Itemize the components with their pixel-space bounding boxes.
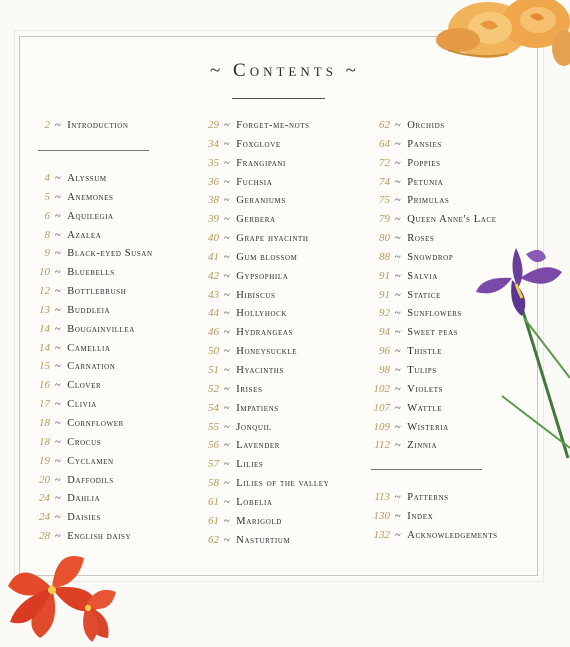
- page-number: 54: [208, 401, 219, 414]
- tilde-separator: ~: [55, 210, 62, 222]
- entry-label: Hollyhock: [236, 308, 288, 320]
- toc-entry-daisies[interactable]: [34, 508, 153, 527]
- page-number: 34: [208, 137, 219, 150]
- entry-label: Thistle: [407, 346, 443, 358]
- tilde-separator: ~: [55, 455, 62, 467]
- toc-entry-bougainvillea[interactable]: [34, 320, 153, 339]
- entry-label: Carnation: [67, 361, 116, 373]
- entry-label: Camellia: [67, 342, 111, 354]
- toc-entry-honeysuckle[interactable]: [203, 342, 329, 361]
- page-number: 18: [39, 416, 50, 429]
- tilde-separator: ~: [224, 138, 231, 150]
- page-number: 112: [374, 439, 390, 452]
- tilde-separator: ~: [395, 364, 402, 376]
- tilde-separator: ~: [224, 459, 231, 471]
- tilde-separator: ~: [395, 214, 402, 226]
- tilde-separator: ~: [395, 421, 402, 433]
- page-number: 50: [208, 345, 219, 358]
- tilde-separator: ~: [395, 120, 402, 131]
- entry-label: Patterns: [407, 492, 449, 503]
- toc-entry-fuchsia[interactable]: [203, 173, 329, 192]
- tilde-separator: ~: [224, 327, 231, 339]
- tilde-separator: ~: [224, 270, 231, 282]
- toc-entry-camellia[interactable]: [34, 339, 153, 358]
- entry-label: Primulas: [407, 195, 450, 207]
- entry-label: Hibiscus: [236, 289, 276, 301]
- toc-entry-gypsophila[interactable]: [203, 267, 329, 286]
- page-title: ~ Contents ~: [210, 60, 360, 81]
- tilde-separator: ~: [395, 270, 402, 282]
- toc-entry-english-daisy[interactable]: [34, 527, 153, 546]
- entry-label: Acknowledgements: [407, 529, 498, 541]
- page-number: 57: [208, 458, 219, 471]
- toc-entry-orchids[interactable]: [370, 116, 497, 135]
- entry-label: Buddleia: [67, 304, 111, 316]
- entry-label: Index: [407, 510, 434, 522]
- entry-label: Anemones: [67, 191, 114, 203]
- toc-entry-dahlia[interactable]: [34, 489, 153, 508]
- entry-label: Clivia: [67, 399, 97, 411]
- toc-entry-bottlebrush[interactable]: [34, 282, 153, 301]
- entry-label: Frangipani: [236, 157, 286, 169]
- entry-label: Cornflower: [67, 417, 124, 429]
- page-number: 42: [208, 269, 219, 282]
- toc-entry-gerbera[interactable]: [203, 210, 329, 229]
- entry-label: Lilies: [236, 459, 264, 471]
- tilde-separator: ~: [224, 346, 231, 358]
- tilde-separator: ~: [224, 176, 231, 188]
- entry-label: Irises: [236, 383, 263, 395]
- tilde-separator: ~: [224, 534, 231, 546]
- page-number: 36: [208, 175, 219, 188]
- page-number: 9: [44, 247, 50, 260]
- page-number: 72: [379, 156, 390, 169]
- page-number: 109: [373, 420, 390, 433]
- entry-label: Daffodils: [67, 474, 114, 486]
- toc-entry-petunia[interactable]: [370, 173, 497, 192]
- toc-entry-lobelia[interactable]: [203, 493, 329, 512]
- toc-entry-gum-blossom[interactable]: [203, 248, 329, 267]
- toc-entry-impatiens[interactable]: [203, 399, 329, 418]
- tilde-separator: ~: [224, 308, 231, 320]
- toc-entry-forget-me-nots[interactable]: [203, 116, 329, 135]
- toc-entry-clover[interactable]: [34, 376, 153, 395]
- entry-label: Honeysuckle: [236, 346, 298, 358]
- entry-label: Gum blossom: [236, 251, 298, 263]
- tilde-separator: ~: [395, 233, 402, 245]
- page-number: 40: [208, 232, 219, 245]
- tilde-separator: ~: [55, 531, 62, 543]
- entry-label: Snowdrop: [407, 251, 454, 263]
- tilde-separator: ~: [224, 478, 231, 490]
- tilde-separator: ~: [55, 120, 62, 131]
- toc-entry-buddleia[interactable]: [34, 301, 153, 320]
- entry-label: Crocus: [67, 436, 102, 448]
- toc-entry-aquilegia[interactable]: [34, 207, 153, 226]
- toc-entry-cornflower[interactable]: [34, 414, 153, 433]
- tilde-separator: ~: [55, 399, 62, 411]
- entry-label: Azalea: [67, 229, 102, 241]
- tilde-separator: ~: [395, 251, 402, 263]
- section-rule-1: [38, 150, 149, 151]
- page-number: 79: [379, 213, 390, 226]
- tilde-separator: ~: [224, 289, 231, 301]
- page-number: 14: [39, 341, 50, 354]
- tilde-separator: ~: [395, 289, 402, 301]
- page-number: 15: [39, 360, 50, 373]
- tilde-separator: ~: [55, 417, 62, 429]
- tilde-separator: ~: [224, 214, 231, 226]
- entry-label: Sweet peas: [407, 327, 459, 339]
- page-number: 24: [39, 511, 50, 524]
- toc-entry-black-eyed-susan[interactable]: [34, 244, 153, 263]
- page-number: 96: [379, 345, 390, 358]
- page-number: 107: [373, 401, 390, 414]
- tilde-separator: ~: [395, 176, 402, 188]
- toc-entry-hibiscus[interactable]: [203, 286, 329, 305]
- section-rule-3: [371, 469, 482, 470]
- tilde-separator: ~: [395, 492, 402, 503]
- tilde-separator: ~: [224, 157, 231, 169]
- page-number: 61: [208, 514, 219, 527]
- entry-label: Grape hyacinth: [236, 233, 309, 245]
- entry-label: English daisy: [67, 531, 132, 543]
- page-number: 58: [208, 477, 219, 490]
- page-number: 35: [208, 156, 219, 169]
- tilde-separator: ~: [395, 383, 402, 395]
- entry-label: Salvia: [407, 270, 438, 282]
- entry-label: Pansies: [407, 138, 442, 150]
- entry-label: Bottlebrush: [67, 286, 127, 298]
- page-number: 91: [379, 288, 390, 301]
- tilde-separator: ~: [395, 402, 402, 414]
- toc-entry-queen-anne-s-lace[interactable]: [370, 210, 497, 229]
- toc-entry-azalea[interactable]: [34, 226, 153, 245]
- toc-entry-hydrangeas[interactable]: [203, 323, 329, 342]
- toc-entry-grape-hyacinth[interactable]: [203, 229, 329, 248]
- toc-entry-daffodils[interactable]: [34, 471, 153, 490]
- tilde-separator: ~: [55, 342, 62, 354]
- entry-label: Daisies: [67, 512, 101, 524]
- entry-label: Foxglove: [236, 138, 281, 150]
- page-number: 130: [373, 509, 390, 522]
- entry-label: Alyssum: [67, 173, 107, 184]
- page-number: 38: [208, 194, 219, 207]
- toc-entry-lilies[interactable]: [203, 455, 329, 474]
- tilde-separator: ~: [224, 421, 231, 433]
- tilde-separator: ~: [395, 440, 402, 452]
- entry-label: Bluebells: [67, 267, 115, 279]
- page-number: 5: [44, 190, 50, 203]
- page-number: 28: [39, 530, 50, 543]
- tilde-separator: ~: [224, 251, 231, 263]
- toc-entry-crocus[interactable]: [34, 433, 153, 452]
- toc-entry-foxglove[interactable]: [203, 135, 329, 154]
- tilde-separator: ~: [55, 267, 62, 279]
- tilde-separator: ~: [55, 191, 62, 203]
- tilde-separator: ~: [55, 380, 62, 392]
- entry-label: Hydrangeas: [236, 327, 294, 339]
- toc-entry-cyclamen[interactable]: [34, 452, 153, 471]
- page-number: 62: [208, 533, 219, 546]
- page-number: 80: [379, 232, 390, 245]
- page-number: 92: [379, 307, 390, 320]
- iris-image: [476, 238, 570, 478]
- toc-entry-primulas[interactable]: [370, 191, 497, 210]
- page-number: 39: [208, 213, 219, 226]
- entry-label: Nasturtium: [236, 534, 291, 546]
- page-number: 74: [379, 175, 390, 188]
- entry-label: Clover: [67, 380, 102, 392]
- entry-label: Geraniums: [236, 195, 286, 207]
- tilde-separator: ~: [55, 248, 62, 260]
- page-number: 43: [208, 288, 219, 301]
- tilde-separator: ~: [55, 361, 62, 373]
- tilde-separator: ~: [55, 474, 62, 486]
- tilde-separator: ~: [395, 327, 402, 339]
- toc-entry-geraniums[interactable]: [203, 191, 329, 210]
- contents-column-1-list: [34, 169, 153, 546]
- toc-entry-introduction[interactable]: [34, 116, 129, 135]
- entry-label: Orchids: [407, 120, 445, 131]
- toc-entry-lavender[interactable]: [203, 436, 329, 455]
- page-number: 62: [379, 119, 390, 131]
- page-number: 16: [39, 379, 50, 392]
- toc-entry-patterns[interactable]: [370, 488, 498, 507]
- page-number: 52: [208, 382, 219, 395]
- entry-label: Petunia: [407, 176, 444, 188]
- page-number: 91: [379, 269, 390, 282]
- tilde-separator: ~: [224, 233, 231, 245]
- page-number: 2: [44, 119, 50, 131]
- tilde-separator: ~: [224, 515, 231, 527]
- entry-label: Lavender: [236, 440, 281, 452]
- title-underline: [232, 98, 325, 99]
- toc-entry-index[interactable]: [370, 507, 498, 526]
- page-number: 98: [379, 363, 390, 376]
- page-number: 88: [379, 250, 390, 263]
- page-number: 10: [39, 266, 50, 279]
- toc-entry-nasturtium[interactable]: [203, 531, 329, 550]
- page-number: 4: [44, 172, 50, 184]
- roses-image: [428, 0, 570, 72]
- page-number: 46: [208, 326, 219, 339]
- entry-label: Introduction: [67, 120, 129, 131]
- toc-entry-frangipani[interactable]: [203, 154, 329, 173]
- tilde-separator: ~: [55, 286, 62, 298]
- page-number: 14: [39, 322, 50, 335]
- page-number: 20: [39, 473, 50, 486]
- tilde-separator: ~: [224, 120, 231, 131]
- page-number: 8: [44, 228, 50, 241]
- tilde-separator: ~: [395, 346, 402, 358]
- tilde-separator: ~: [395, 510, 402, 522]
- tilde-separator: ~: [395, 157, 402, 169]
- page-number: 24: [39, 492, 50, 505]
- tilde-separator: ~: [55, 323, 62, 335]
- toc-entry-lilies-of-the-valley[interactable]: [203, 474, 329, 493]
- page-number: 17: [39, 398, 50, 411]
- tilde-separator: ~: [224, 364, 231, 376]
- entry-label: Lilies of the valley: [236, 478, 330, 490]
- toc-entry-marigold[interactable]: [203, 512, 329, 531]
- tilde-separator: ~: [55, 512, 62, 524]
- page-number: 132: [373, 528, 390, 541]
- toc-entry-clivia[interactable]: [34, 395, 153, 414]
- page-number: 56: [208, 439, 219, 452]
- page-number: 13: [39, 303, 50, 316]
- entry-label: Zinnia: [407, 440, 438, 452]
- toc-entry-hyacinths[interactable]: [203, 361, 329, 380]
- page-number: 6: [44, 209, 50, 222]
- entry-label: Cyclamen: [67, 455, 114, 467]
- page-number: 41: [208, 250, 219, 263]
- toc-entry-bluebells[interactable]: [34, 263, 153, 282]
- entry-label: Marigold: [236, 515, 282, 527]
- page-number: 55: [208, 420, 219, 433]
- entry-label: Forget-me-nots: [236, 120, 310, 131]
- page-number: 51: [208, 363, 219, 376]
- toc-entry-jonquil[interactable]: [203, 418, 329, 437]
- entry-label: Poppies: [407, 157, 441, 169]
- page-number: 12: [39, 285, 50, 298]
- tilde-separator: ~: [55, 173, 62, 184]
- entry-label: Lobelia: [236, 496, 273, 508]
- tilde-separator: ~: [224, 496, 231, 508]
- contents-column-3-end: [370, 488, 498, 545]
- tilde-separator: ~: [224, 402, 231, 414]
- tilde-separator: ~: [224, 440, 231, 452]
- entry-label: Gypsophila: [236, 270, 289, 282]
- toc-entry-irises[interactable]: [203, 380, 329, 399]
- toc-entry-anemones[interactable]: [34, 188, 153, 207]
- entry-label: Jonquil: [236, 421, 272, 433]
- page-number: 75: [379, 194, 390, 207]
- entry-label: Statice: [407, 289, 441, 301]
- toc-entry-acknowledgements[interactable]: [370, 526, 498, 545]
- tilde-separator: ~: [395, 138, 402, 150]
- page-number: 29: [208, 119, 219, 131]
- page-number: 94: [379, 326, 390, 339]
- contents-column-2-list: [203, 116, 329, 549]
- entry-label: Violets: [407, 383, 444, 395]
- entry-label: Impatiens: [236, 402, 279, 414]
- page-number: 44: [208, 307, 219, 320]
- page-number: 61: [208, 495, 219, 508]
- page-number: 64: [379, 137, 390, 150]
- entry-label: Queen Anne's Lace: [407, 214, 497, 226]
- entry-label: Sunflowers: [407, 308, 462, 320]
- toc-entry-pansies[interactable]: [370, 135, 497, 154]
- entry-label: Dahlia: [67, 493, 101, 505]
- tilde-separator: ~: [395, 529, 402, 541]
- entry-label: Wisteria: [407, 421, 449, 433]
- tilde-separator: ~: [395, 308, 402, 320]
- tilde-separator: ~: [224, 383, 231, 395]
- entry-label: Tulips: [407, 364, 437, 376]
- entry-label: Hyacinths: [236, 364, 284, 376]
- entry-label: Roses: [407, 233, 435, 245]
- page-number: 113: [374, 491, 390, 503]
- tilde-separator: ~: [55, 304, 62, 316]
- toc-entry-poppies[interactable]: [370, 154, 497, 173]
- entry-label: Bougainvillea: [67, 323, 135, 335]
- entry-label: Wattle: [407, 402, 443, 414]
- tilde-separator: ~: [55, 436, 62, 448]
- entry-label: Aquilegia: [67, 210, 114, 222]
- toc-entry-alyssum[interactable]: [34, 169, 153, 188]
- tilde-separator: ~: [55, 229, 62, 241]
- page-number: 19: [39, 454, 50, 467]
- tilde-separator: ~: [395, 195, 402, 207]
- red-flower-image: [0, 548, 140, 647]
- entry-label: Fuchsia: [236, 176, 273, 188]
- toc-entry-hollyhock[interactable]: [203, 304, 329, 323]
- tilde-separator: ~: [224, 195, 231, 207]
- entry-label: Black-eyed Susan: [67, 248, 153, 260]
- contents-column-1: [34, 116, 129, 135]
- page-number: 102: [373, 382, 390, 395]
- toc-entry-carnation[interactable]: [34, 357, 153, 376]
- page-number: 18: [39, 435, 50, 448]
- entry-label: Gerbera: [236, 214, 276, 226]
- tilde-separator: ~: [55, 493, 62, 505]
